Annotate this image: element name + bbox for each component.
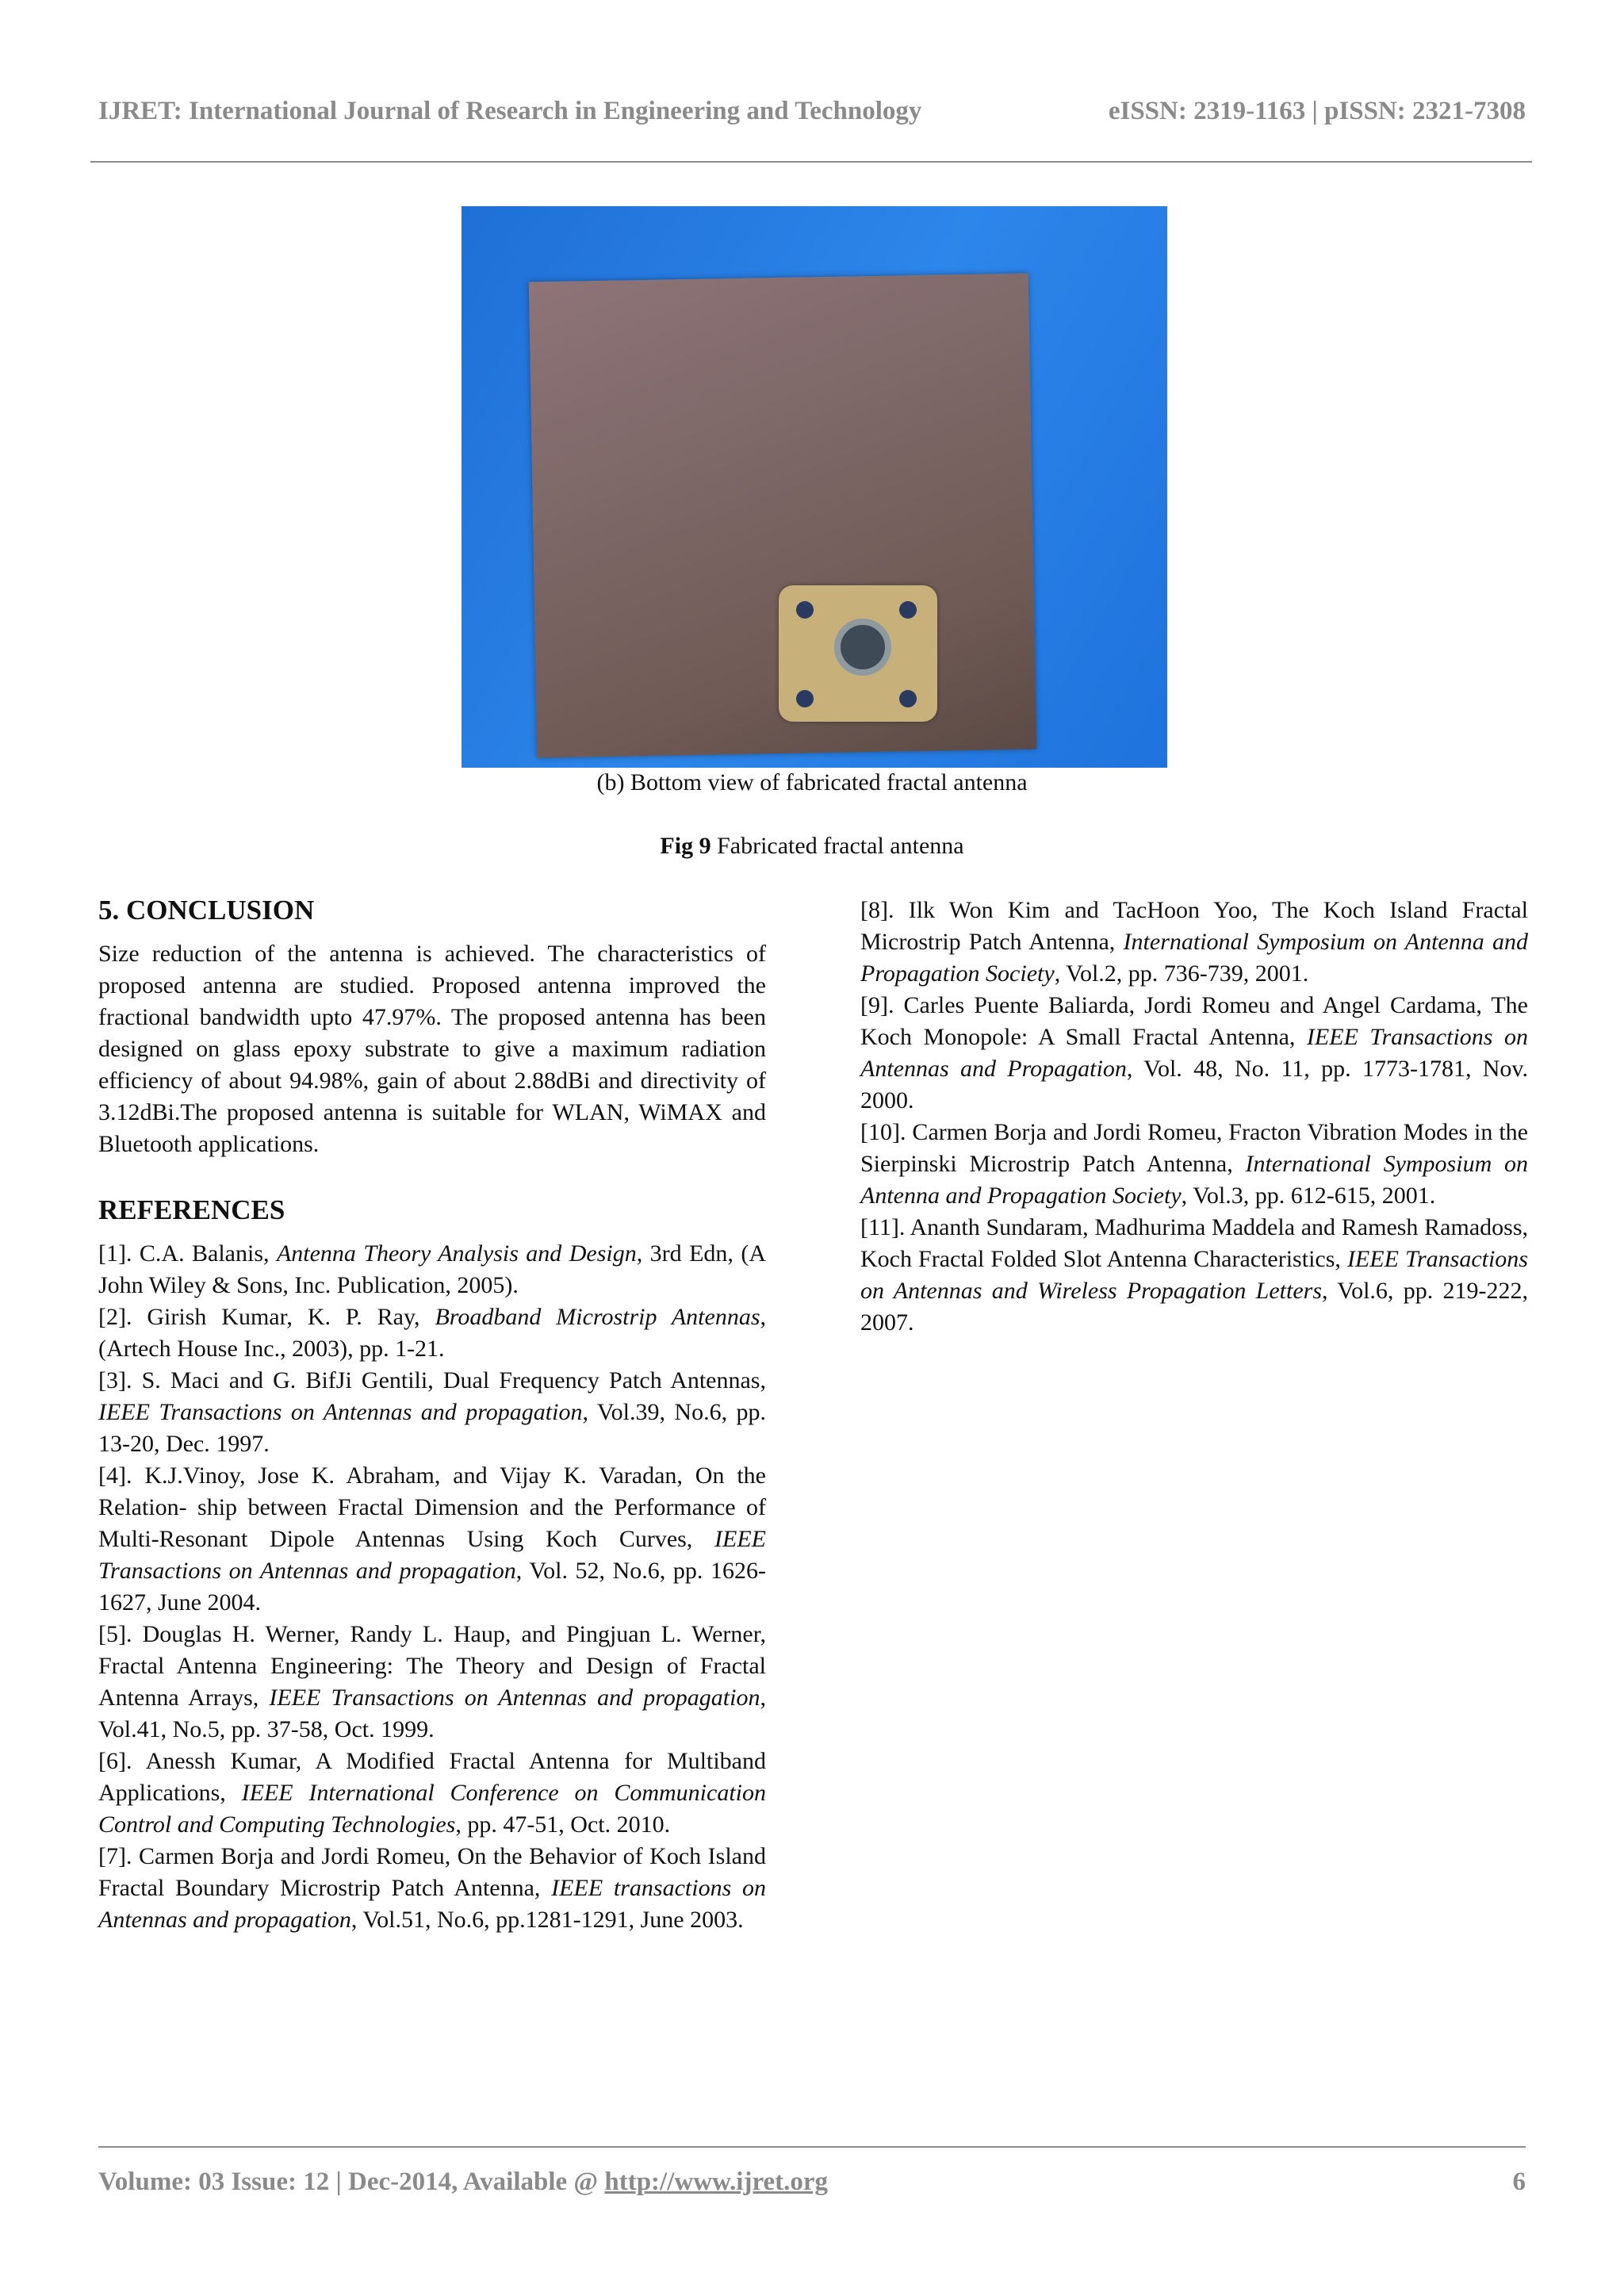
reference-source: IEEE Transactions on Antennas and propagation <box>269 1685 760 1711</box>
connector-pin <box>834 619 891 676</box>
reference-item <box>860 1212 1528 1339</box>
reference-text: [6]. Anessh Kumar, A Modified Fractal Antenna for Multiband Applications, <box>98 1748 766 1806</box>
reference-item <box>98 1460 766 1619</box>
reference-details: , Vol. 48, No. 11, pp. 1773-1781, Nov. 2000. <box>860 1056 1528 1114</box>
antenna-photo <box>462 206 1167 768</box>
header-divider <box>90 161 1532 163</box>
left-column <box>98 892 766 1936</box>
footer-divider <box>98 2146 1526 2148</box>
reference-item <box>98 1301 766 1365</box>
reference-source: IEEE Transactions on Antennas and Wireless Propagation Letters <box>860 1246 1528 1304</box>
page-number: 6 <box>1512 2168 1526 2196</box>
conclusion-paragraph: Size reduction of the antenna is achieved. The characteristics of proposed antenna are studied. Proposed antenna improved the fractional bandwidth upto 47.97%. The proposed antenna has been designed on glass epoxy substrate to give a maximum radiation efficiency of about 94.98%, gain of about 2.88dBi and directivity of 3.12dBi.The proposed antenna is suitable for WLAN, WiMAX and Bluetooth applications. <box>98 941 766 1157</box>
figure-caption <box>0 833 1624 860</box>
footer-volume <box>98 2168 828 2197</box>
reference-text: [11]. Ananth Sundaram, Madhurima Maddela and Ramesh Ramadoss, Koch Fractal Folded Slot Antenna Characteristics, <box>860 1214 1528 1272</box>
reference-text: [10]. Carmen Borja and Jordi Romeu, Fracton Vibration Modes in the Sierpinski Microstrip Patch Antenna, <box>860 1119 1528 1177</box>
reference-source: International Symposium on Antenna and Propagation Society <box>860 929 1528 987</box>
reference-details: , pp. 47-51, Oct. 2010. <box>455 1811 671 1838</box>
running-header <box>98 97 1526 126</box>
reference-text: [9]. Carles Puente Baliarda, Jordi Romeu and Angel Cardama, The Koch Monopole: A Small Fractal Antenna, <box>860 992 1528 1050</box>
reference-details: , Vol.41, No.5, pp. 37-58, Oct. 1999. <box>98 1685 766 1742</box>
reference-details: , (Artech House Inc., 2003), pp. 1-21. <box>98 1304 766 1362</box>
running-footer <box>98 2168 1526 2197</box>
connector-hole <box>796 601 814 619</box>
reference-text: [8]. Ilk Won Kim and TacHoon Yoo, The Koch Island Fractal Microstrip Patch Antenna, <box>860 897 1528 955</box>
issn-numbers: eISSN: 2319-1163 | pISSN: 2321-7308 <box>1108 97 1526 125</box>
reference-details: , 3rd Edn, (A John Wiley & Sons, Inc. Publication, 2005). <box>98 1240 766 1298</box>
footer-volume-text: Volume: 03 Issue: 12 | Dec-2014, Available @ <box>98 2168 605 2196</box>
reference-source: IEEE International Conference on Communication Control and Computing Technologies <box>98 1780 766 1838</box>
reference-list-left <box>98 1238 766 1936</box>
reference-text: [7]. Carmen Borja and Jordi Romeu, On the Behavior of Koch Island Fractal Boundary Microstrip Patch Antenna, <box>98 1843 766 1901</box>
figure-label: Fig 9 <box>660 833 711 859</box>
reference-item <box>860 1117 1528 1212</box>
reference-text: [5]. Douglas H. Werner, Randy L. Haup, and Pingjuan L. Werner, Fractal Antenna Engineering: The Theory and Design of Fractal Antenna Arrays, <box>98 1621 766 1711</box>
reference-item <box>860 990 1528 1117</box>
journal-title: IJRET: International Journal of Research in Engineering and Technology <box>98 97 922 125</box>
right-column <box>860 895 1528 1339</box>
reference-source: International Symposium on Antenna and Propagation Society <box>860 1151 1528 1209</box>
figure-caption-text: Fabricated fractal antenna <box>710 833 964 859</box>
conclusion-heading: 5. CONCLUSION <box>98 895 315 926</box>
reference-text: [1]. C.A. Balanis, <box>98 1240 277 1267</box>
reference-item <box>98 1746 766 1841</box>
reference-source: IEEE Transactions on Antennas and Propagation <box>860 1024 1528 1082</box>
reference-text: [2]. Girish Kumar, K. P. Ray, <box>98 1304 435 1330</box>
reference-text: [3]. S. Maci and G. BifJi Gentili, Dual Frequency Patch Antennas, <box>98 1367 766 1393</box>
reference-list-right <box>860 895 1528 1339</box>
reference-details: , Vol.51, No.6, pp.1281-1291, June 2003. <box>350 1907 744 1933</box>
reference-details: , Vol. 52, No.6, pp. 1626-1627, June 2004. <box>98 1558 766 1616</box>
reference-details: , Vol.3, pp. 612-615, 2001. <box>1181 1182 1436 1209</box>
reference-details: , Vol.6, pp. 219-222, 2007. <box>860 1278 1528 1336</box>
reference-source: Antenna Theory Analysis and Design <box>276 1240 637 1267</box>
reference-item <box>98 1238 766 1301</box>
reference-source: Broadband Microstrip Antennas <box>435 1304 760 1330</box>
reference-source: IEEE Transactions on Antennas and propagation <box>98 1526 766 1584</box>
reference-details: , Vol.39, No.6, pp. 13-20, Dec. 1997. <box>98 1399 766 1457</box>
connector-hole <box>899 601 917 619</box>
journal-link[interactable]: http://www.ijret.org <box>604 2168 829 2196</box>
reference-source: IEEE Transactions on Antennas and propagation <box>98 1399 583 1425</box>
references-heading: REFERENCES <box>98 1194 285 1225</box>
reference-text: [4]. K.J.Vinoy, Jose K. Abraham, and Vijay K. Varadan, On the Relation- ship between Fractal Dimension and the Performance of Multi-Resonant Dipole Antennas Using Koch Curves, <box>98 1462 766 1552</box>
reference-item <box>98 1841 766 1936</box>
reference-details: , Vol.2, pp. 736-739, 2001. <box>1054 960 1309 987</box>
reference-item <box>98 1619 766 1746</box>
reference-item <box>98 1365 766 1460</box>
reference-item <box>860 895 1528 990</box>
figure-subcaption: (b) Bottom view of fabricated fractal antenna <box>596 769 1028 795</box>
connector-hole <box>796 690 814 707</box>
connector-hole <box>899 690 917 707</box>
reference-source: IEEE transactions on Antennas and propagation <box>98 1875 766 1933</box>
